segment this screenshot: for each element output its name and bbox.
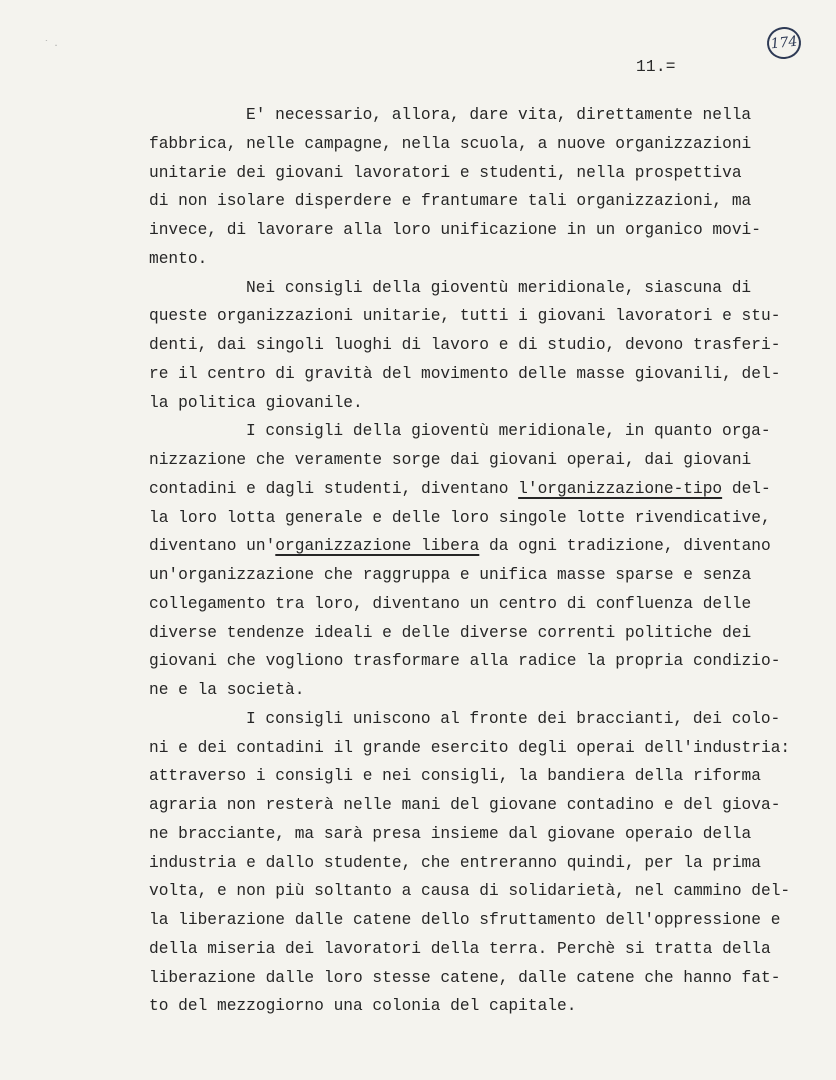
underlined-phrase: organizzazione libera (275, 537, 480, 556)
text-line (149, 532, 789, 561)
scan-speck: ` . (44, 40, 59, 49)
text-line: collegamento tra loro, diventano un centro di confluenza delle (149, 594, 752, 613)
text-line: I consigli uniscono al fronte dei braccianti, dei colo- (246, 709, 781, 728)
paragraph (149, 417, 789, 705)
text-line: fabbrica, nelle campagne, nella scuola, a nuove organizzazioni (149, 134, 752, 153)
text-line: ne e la società. (149, 681, 305, 699)
document-body (149, 101, 789, 1021)
text-line: liberazione dalle loro stesse catene, dalle catene che hanno fat- (149, 968, 781, 987)
text-line: denti, dai singoli luoghi di lavoro e di studio, devono trasferi- (149, 336, 781, 354)
paragraph (149, 274, 789, 418)
text-line: invece, di lavorare alla loro unificazione in un organico movi- (149, 221, 761, 239)
text-line: di non isolare disperdere e frantumare tali organizzazioni, ma (149, 192, 752, 211)
text-line: ni e dei contadini il grande esercito degli operai dell'industria: (149, 738, 791, 757)
text-segment: del- (722, 479, 771, 498)
text-segment: da ogni tradizione, diventano (479, 537, 771, 556)
text-line: giovani che vogliono trasformare alla radice la propria condizio- (149, 652, 781, 671)
underlined-phrase: l'organizzazione-tipo (518, 479, 723, 498)
text-line: to del mezzogiorno una colonia del capitale. (149, 997, 577, 1016)
text-line: unitarie dei giovani lavoratori e studenti, nella prospettiva (149, 163, 742, 182)
paragraph (149, 101, 789, 274)
page-number: 11.= (636, 58, 676, 76)
text-line: la liberazione dalle catene dello sfruttamento dell'oppressione e (149, 911, 781, 929)
archive-number-stamp (765, 25, 802, 60)
text-line: nizzazione che veramente sorge dai giovani operai, dai giovani (149, 451, 752, 469)
text-line: queste organizzazioni unitarie, tutti i giovani lavoratori e stu- (149, 307, 781, 326)
text-line: ne bracciante, ma sarà presa insieme dal giovane operaio della (149, 824, 752, 843)
text-line: volta, e non più soltanto a causa di solidarietà, nel cammino del- (149, 882, 791, 901)
paragraph (149, 705, 789, 1021)
text-line: la politica giovanile. (149, 393, 363, 412)
text-line: diverse tendenze ideali e delle diverse correnti politiche dei (149, 623, 752, 642)
text-line: agraria non resterà nelle mani del giovane contadino e del giova- (149, 796, 781, 814)
text-line: la loro lotta generale e delle loro singole lotte rivendicative, (149, 508, 771, 527)
text-line (149, 475, 789, 504)
text-line: E' necessario, allora, dare vita, direttamente nella (246, 106, 752, 124)
text-line: I consigli della gioventù meridionale, in quanto orga- (246, 422, 771, 441)
text-line: mento. (149, 249, 208, 268)
text-line: della miseria dei lavoratori della terra. Perchè si tratta della (149, 939, 771, 958)
text-segment: contadini e dagli studenti, diventano (149, 479, 519, 498)
archive-number: 174 (769, 33, 799, 53)
text-line: Nei consigli della gioventù meridionale, siascuna di (246, 278, 752, 297)
text-segment: diventano un' (149, 537, 276, 556)
text-line: re il centro di gravità del movimento delle masse giovanili, del- (149, 364, 781, 383)
text-line: attraverso i consigli e nei consigli, la bandiera della riforma (149, 767, 761, 786)
text-line: industria e dallo studente, che entreranno quindi, per la prima (149, 853, 761, 872)
text-line: un'organizzazione che raggruppa e unifica masse sparse e senza (149, 566, 752, 584)
